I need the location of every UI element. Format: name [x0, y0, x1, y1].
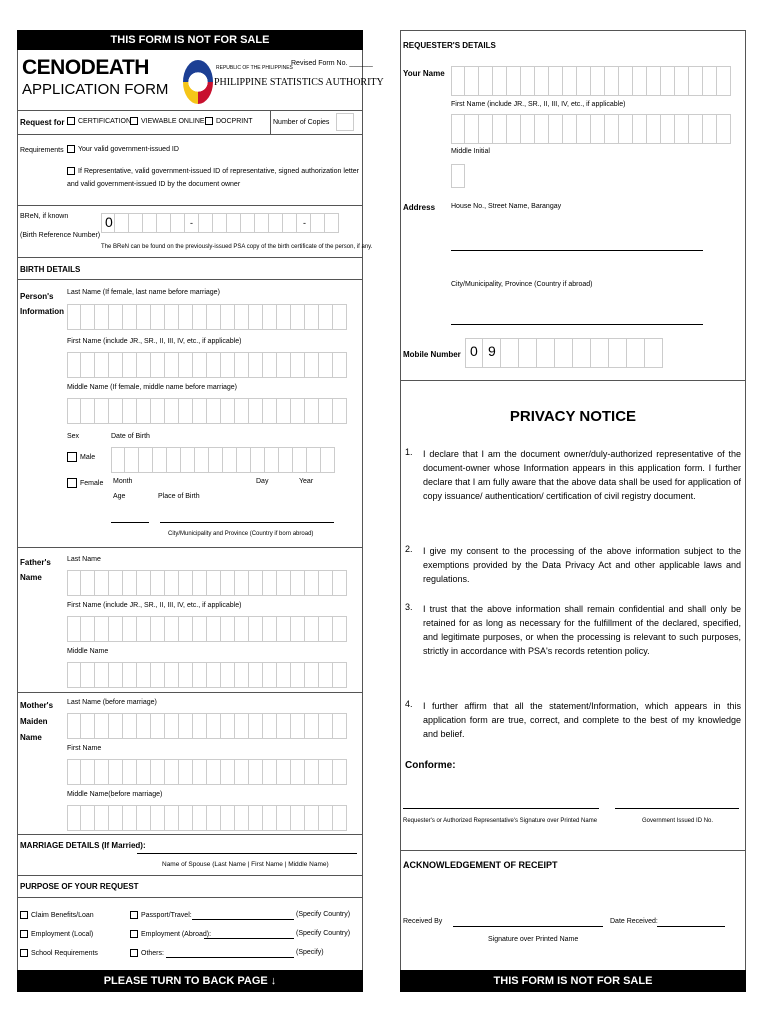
- requirements-label: Requirements: [20, 147, 64, 154]
- middle-initial-label: Middle Initial: [451, 148, 490, 155]
- privacy-item-1-number: 1.: [405, 447, 413, 457]
- requirement-1: Your valid government-issued ID: [67, 145, 179, 153]
- bren-note: The BReN can be found on the previously-issued PSA copy of the birth certificate of the person, if any.: [101, 244, 373, 250]
- mobile-prefix-0: 0: [470, 343, 478, 359]
- received-by-label: Received By: [403, 918, 443, 925]
- bren-dash-2: -: [303, 218, 306, 228]
- purpose-school-requirements[interactable]: School Requirements: [20, 949, 98, 957]
- marriage-details-heading: MARRIAGE DETAILS (If Married):: [20, 841, 146, 850]
- purpose-passport-travel[interactable]: Passport/Travel:: [130, 911, 192, 919]
- others-specify-line[interactable]: [166, 957, 294, 958]
- bren-prefix: 0: [105, 214, 113, 230]
- form-title: CENODEATH: [22, 56, 149, 79]
- right-bottom-banner: THIS FORM IS NOT FOR SALE: [400, 970, 746, 992]
- requester-signature-note: Requester's or Authorized Representative's Signature over Printed Name: [403, 818, 598, 824]
- place-of-birth-label: Place of Birth: [158, 493, 200, 500]
- sex-label: Sex: [67, 433, 80, 440]
- spouse-name-note: Name of Spouse (Last Name | First Name | Middle Name): [162, 861, 329, 868]
- revised-form-no: Revised Form No. ______: [291, 60, 373, 67]
- psa-seal-icon: [183, 60, 213, 104]
- requirement-2: If Representative, valid government-issued ID of representative, signed authorization letter and valid government-issued ID by the document owner: [67, 168, 359, 188]
- person-last-name-input[interactable]: [67, 304, 347, 330]
- mother-first-name-label: First Name: [67, 745, 102, 752]
- government-id-line[interactable]: [615, 808, 739, 809]
- passport-country-line[interactable]: [192, 919, 294, 920]
- number-of-copies-label: Number of Copies: [273, 119, 330, 126]
- government-id-note: Government Issued ID No.: [642, 818, 714, 824]
- privacy-item-2: I give my consent to the processing of the above information subject to the exemptions provided by the Data Privacy Act and other applicable laws and regulations.: [423, 546, 741, 584]
- request-viewable-online[interactable]: VIEWABLE ONLINE: [130, 117, 205, 125]
- persons-information-label: Person's Information: [20, 292, 64, 316]
- requesters-details-heading: REQUESTER'S DETAILS: [403, 41, 496, 50]
- purpose-others[interactable]: Others:: [130, 949, 164, 957]
- person-first-name-label: First Name (include JR., SR., II, III, IV, etc., if applicable): [67, 338, 242, 345]
- privacy-notice-title: PRIVACY NOTICE: [509, 408, 637, 425]
- bren-label: BReN, if known: [20, 213, 69, 220]
- acknowledgement-heading: ACKNOWLEDGEMENT OF RECEIPT: [403, 860, 558, 870]
- father-first-name-label: First Name (include JR., SR., II, III, IV, etc., if applicable): [67, 602, 242, 609]
- purpose-employment-abroad[interactable]: Employment (Abroad):: [130, 930, 211, 938]
- agency-country: REPUBLIC OF THE PHILIPPINES: [216, 65, 293, 71]
- turn-page-banner: PLEASE TURN TO BACK PAGE ↓: [17, 970, 363, 992]
- date-of-birth-label: Date of Birth: [111, 433, 150, 440]
- person-middle-name-input[interactable]: [67, 398, 347, 424]
- purpose-employment-local[interactable]: Employment (Local): [20, 930, 93, 938]
- address-label: Address: [403, 203, 436, 212]
- mother-first-name-input[interactable]: [67, 759, 347, 785]
- sex-male-option[interactable]: Male: [67, 452, 95, 462]
- father-middle-name-input[interactable]: [67, 662, 347, 688]
- your-first-name-input[interactable]: [451, 114, 731, 144]
- passport-specify-country: (Specify Country): [296, 911, 351, 918]
- request-for-label: Request for: [20, 118, 65, 127]
- mother-last-name-label: Last Name (before marriage): [67, 699, 157, 706]
- place-of-birth-note: City/Municipality and Province (Country if born abroad): [168, 531, 314, 537]
- mothers-maiden-name-label: Mother's Maiden Name: [20, 701, 54, 742]
- date-received-label: Date Received:: [610, 918, 658, 925]
- your-first-name-label: First Name (include JR., SR., II, III, IV, etc., if applicable): [451, 101, 626, 108]
- mobile-prefix-9: 9: [488, 343, 496, 359]
- person-middle-name-label: Middle Name (If female, middle name before marriage): [67, 384, 238, 391]
- sex-female-option[interactable]: Female: [67, 478, 103, 488]
- privacy-item-1: I declare that I am the document owner/duly-authorized representative of the document-owner whose Information appears in this application form. I further declare that I am fully aware that the above data shall be used for application of copy issuance/ authentication/ certification of civil registry document.: [423, 449, 741, 501]
- requester-signature-line[interactable]: [403, 808, 599, 809]
- dob-month-label: Month: [113, 478, 133, 485]
- house-no-label: House No., Street Name, Barangay: [451, 203, 562, 210]
- privacy-item-2-number: 2.: [405, 544, 413, 554]
- purpose-claim-benefits[interactable]: Claim Benefits/Loan: [20, 911, 94, 919]
- purpose-heading: PURPOSE OF YOUR REQUEST: [20, 882, 139, 891]
- spouse-name-input-line[interactable]: [137, 853, 357, 854]
- privacy-item-3: I trust that the above information shall remain confidential and shall only be retained for as long as necessary for the fulfillment of the declared, specified, and legitimate purposes, or when the processing is relevant to such purposes, strictly in accordance with PSA's records retention policy.: [423, 604, 741, 656]
- mother-middle-name-label: Middle Name(before marriage): [67, 791, 163, 798]
- person-first-name-input[interactable]: [67, 352, 347, 378]
- employment-abroad-country-line[interactable]: [204, 938, 294, 939]
- your-last-name-input[interactable]: [451, 66, 731, 96]
- father-middle-name-label: Middle Name: [67, 648, 109, 655]
- age-input-line[interactable]: [111, 522, 149, 523]
- dob-year-label: Year: [299, 478, 314, 485]
- conforme-label: Conforme:: [405, 760, 456, 771]
- bren-sublabel: (Birth Reference Number): [20, 232, 101, 239]
- top-banner: THIS FORM IS NOT FOR SALE: [17, 30, 363, 50]
- dob-day-label: Day: [256, 478, 269, 485]
- your-name-label: Your Name: [403, 69, 445, 78]
- arrow-down-icon: ↓: [270, 975, 277, 987]
- father-first-name-input[interactable]: [67, 616, 347, 642]
- middle-initial-input[interactable]: [451, 164, 465, 188]
- privacy-item-4-number: 4.: [405, 699, 413, 709]
- house-no-input-line[interactable]: [451, 250, 703, 251]
- fathers-name-label: Father's Name: [20, 558, 51, 582]
- age-label: Age: [113, 493, 126, 500]
- signature-printed-name-note: Signature over Printed Name: [488, 936, 579, 943]
- birth-details-heading: BIRTH DETAILS: [20, 265, 81, 274]
- place-of-birth-input-line[interactable]: [160, 522, 334, 523]
- city-province-label: City/Municipality, Province (Country if abroad): [451, 281, 593, 288]
- employment-specify-country: (Specify Country): [296, 930, 351, 937]
- request-docprint[interactable]: DOCPRINT: [205, 117, 253, 125]
- father-last-name-label: Last Name: [67, 556, 101, 563]
- mobile-number-label: Mobile Number: [403, 350, 461, 359]
- person-last-name-label: Last Name (If female, last name before marriage): [67, 289, 220, 296]
- number-of-copies-input[interactable]: [336, 113, 354, 131]
- form-subtitle: APPLICATION FORM: [22, 81, 169, 98]
- father-last-name-input[interactable]: [67, 570, 347, 596]
- mother-last-name-input[interactable]: [67, 713, 347, 739]
- received-by-line[interactable]: [453, 926, 603, 927]
- date-received-line[interactable]: [657, 926, 725, 927]
- request-certification[interactable]: CERTIFICATION: [67, 117, 131, 125]
- privacy-item-3-number: 3.: [405, 602, 413, 612]
- privacy-item-4: I further affirm that all the statement/Information, which appears in this application form are true, correct, and complete to the best of my knowledge and belief.: [423, 701, 741, 739]
- mother-middle-name-input[interactable]: [67, 805, 347, 831]
- bren-dash-1: -: [190, 218, 193, 228]
- date-of-birth-input[interactable]: [111, 447, 335, 473]
- agency-name: PHILIPPINE STATISTICS AUTHORITY: [214, 77, 384, 88]
- city-province-input-line[interactable]: [451, 324, 703, 325]
- others-specify: (Specify): [296, 949, 324, 956]
